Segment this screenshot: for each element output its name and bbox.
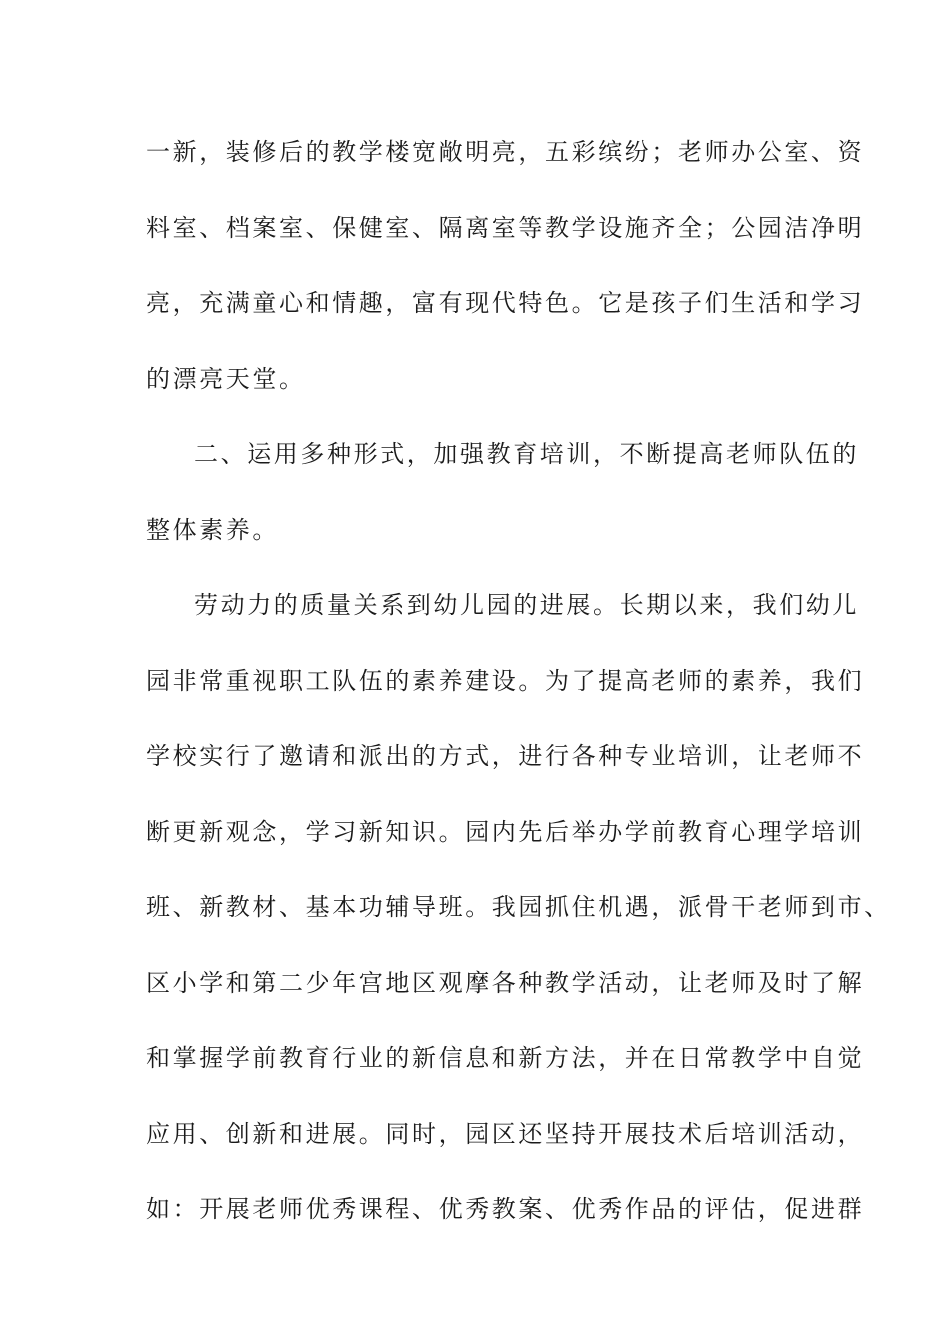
text-line: 和掌握学前教育行业的新信息和新方法，并在日常教学中自觉 (146, 1044, 865, 1072)
text-line: 如：开展老师优秀课程、优秀教案、优秀作品的评估，促进群 (146, 1195, 865, 1223)
text-line: 的漂亮天堂。 (146, 364, 306, 393)
text-line: 应用、创新和进展。同时，园区还坚持开展技术后培训活动， (146, 1119, 865, 1148)
text-line: 园非常重视职工队伍的素养建设。为了提高老师的素养，我们 (146, 666, 865, 695)
text-line: 班、新教材、基本功辅导班。我园抓住机遇，派骨干老师到市、 (146, 893, 891, 921)
section-heading-line: 二、运用多种形式，加强教育培训，不断提高老师队伍的 (194, 440, 859, 468)
text-line: 断更新观念，学习新知识。园内先后举办学前教育心理学培训 (146, 817, 865, 846)
text-line: 亮，充满童心和情趣，富有现代特色。它是孩子们生活和学习 (146, 289, 865, 317)
text-line: 学校实行了邀请和派出的方式，进行各种专业培训，让老师不 (146, 742, 865, 770)
body-text (146, 128, 891, 1261)
paragraph-first-line: 劳动力的质量关系到幼儿园的进展。长期以来，我们幼儿 (194, 591, 859, 619)
text-line: 区小学和第二少年宫地区观摩各种教学活动，让老师及时了解 (146, 968, 865, 997)
section-heading-line: 整体素养。 (146, 515, 279, 544)
text-line: 料室、档案室、保健室、隔离室等教学设施齐全；公园洁净明 (146, 213, 865, 242)
text-line: 一新，装修后的教学楼宽敞明亮，五彩缤纷；老师办公室、资 (146, 138, 865, 166)
